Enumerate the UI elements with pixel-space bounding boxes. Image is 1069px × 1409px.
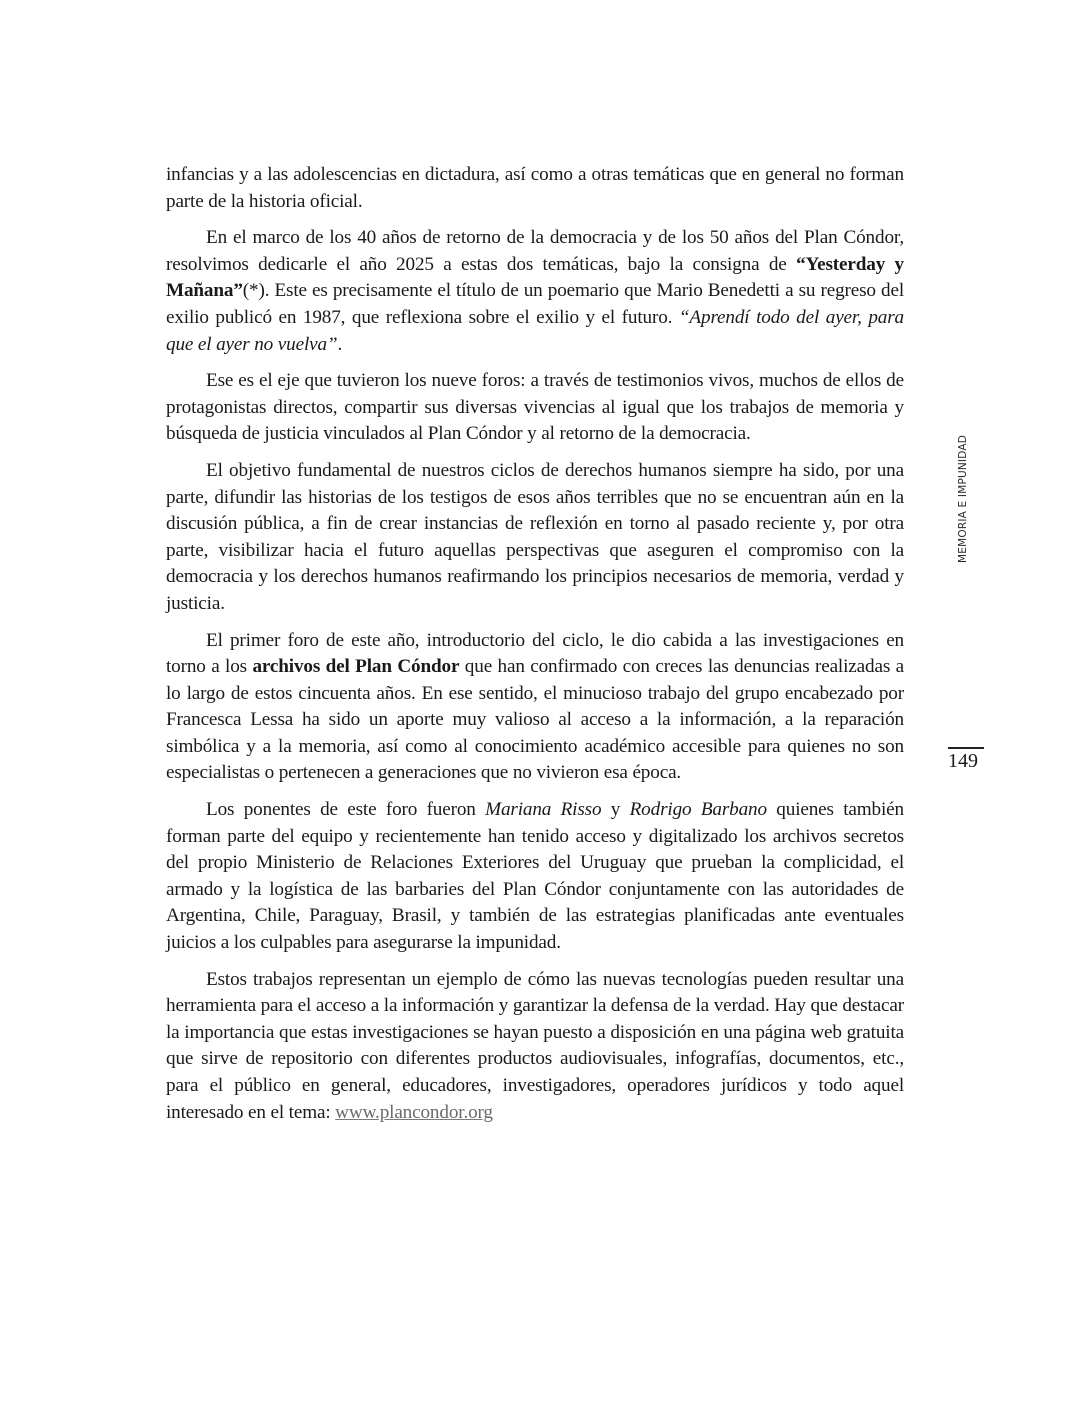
paragraph-text: (*). Este es precisamente el título de un poemario que Mario Benedetti a su regreso del exilio publicó en 1987, que reflexiona sobre el exilio y el futuro. xyxy=(166,280,904,328)
speaker-name: Rodrigo Barbano xyxy=(629,799,767,821)
paragraph-5 xyxy=(166,628,904,788)
paragraph-3 xyxy=(166,368,904,448)
paragraph-text: infancias y a las adolescencias en dictadura, así como a otras temáticas que en general no forman parte de la historia oficial. xyxy=(166,164,904,212)
body-text xyxy=(166,162,904,1136)
campaign-slogan: “Yesterday y Mañana” xyxy=(166,253,904,302)
paragraph-text: El objetivo fundamental de nuestros ciclos de derechos humanos siempre ha sido, por una parte, difundir las historias de los testigos de esos años terribles que no se encuentran aún en la discusión pública, a fin de crear instancias de reflexión en torno al pasado reciente y, por otra parte, visibilizar hacia el futuro aquellas perspectivas que aseguren el compromiso con la democracia y los derechos humanos reafirmando los principios necesarios de memoria, verdad y justicia. xyxy=(166,459,904,614)
paragraph-1 xyxy=(166,162,904,215)
bold-phrase: archivos del Plan Cóndor xyxy=(252,656,460,678)
paragraph-text: Los ponentes de este foro fueron xyxy=(206,799,486,821)
benedetti-quote: “Aprendí todo del ayer, para que el ayer no vuelva” xyxy=(166,306,904,355)
paragraph-text: . xyxy=(337,333,343,355)
paragraph-text: Estos trabajos representan un ejemplo de cómo las nuevas tecnologías pueden resultar una herramienta para el acceso a la información y garantizar la defensa de la verdad. Hay que destacar la importancia que estas investigaciones se hayan puesto a disposición en una página web gratuita que sirve de repositorio con diferentes productos audiovisuales, infografías, documentos, etc., para el público en general, educadores, investigadores, operadores jurídicos y todo aquel interesado en el tema: xyxy=(166,968,904,1123)
paragraph-4 xyxy=(166,458,904,618)
speaker-name: Mariana Risso xyxy=(485,799,602,821)
paragraph-7 xyxy=(166,967,904,1127)
running-section-title: MEMORIA E IMPUNIDAD xyxy=(957,435,969,563)
paragraph-text: El primer foro de este año, introductorio del ciclo, le dio cabida a las investigaciones en torno a los xyxy=(166,629,904,678)
paragraph-text: y xyxy=(601,799,630,821)
paragraph-text: que han confirmado con creces las denuncias realizadas a lo largo de estos cincuenta años. En ese sentido, el minucioso trabajo del grupo encabezado por Francesca Lessa ha sido un aporte muy valioso al acceso a la información, a la reparación simbólica y a la memoria, así como al conocimiento académico accesible para quienes no son especialistas o pertenecen a generaciones que no vivieron esa época. xyxy=(166,656,904,784)
paragraph-2 xyxy=(166,225,904,358)
paragraph-text: Ese es el eje que tuvieron los nueve foros: a través de testimonios vivos, muchos de ellos de protagonistas directos, compartir sus diversas vivencias al igual que los trabajos de memoria y búsqueda de justicia vinculados al Plan Cóndor y al retorno de la democracia. xyxy=(166,370,904,445)
page-number-rule xyxy=(948,747,984,749)
website-link[interactable]: www.plancondor.org xyxy=(335,1101,493,1123)
page-number: 149 xyxy=(948,750,978,772)
paragraph-text: En el marco de los 40 años de retorno de la democracia y de los 50 años del Plan Cóndor, resolvimos dedicarle el año 2025 a estas dos temáticas, bajo la consigna de xyxy=(166,227,904,275)
paragraph-text: quienes también forman parte del equipo y recientemente han tenido acceso y digitalizado los archivos secretos del propio Ministerio de Relaciones Exteriores del Uruguay que prueban la complicidad, el armado y la logística de las barbaries del Plan Cóndor conjuntamente con las autoridades de Argentina, Chile, Paraguay, Brasil, y también de las estrategias planificadas ante eventuales juicios a los culpables para asegurarse la impunidad. xyxy=(166,799,904,954)
paragraph-6 xyxy=(166,797,904,957)
